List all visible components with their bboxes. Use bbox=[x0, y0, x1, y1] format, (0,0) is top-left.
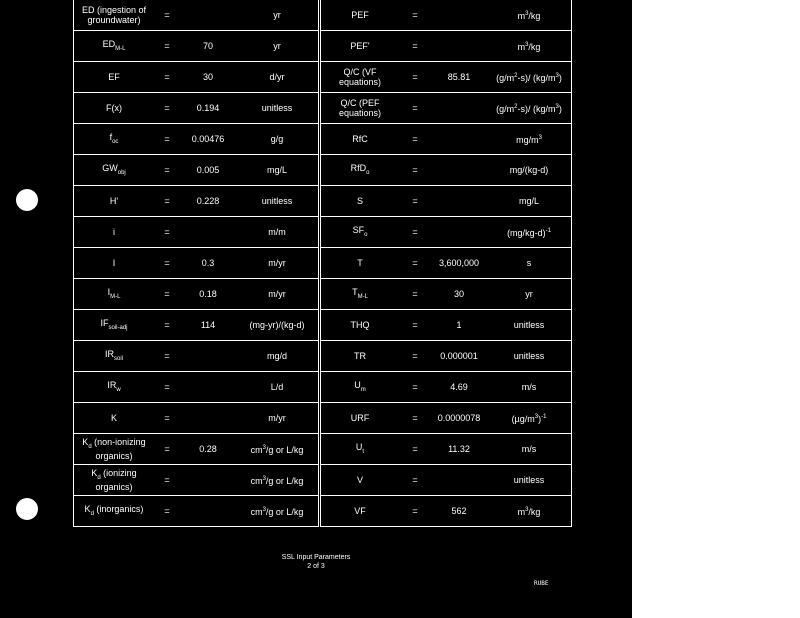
equals-sign: = bbox=[154, 186, 180, 217]
parameter-value: 0.194 bbox=[180, 93, 236, 124]
parameter-value: 0.18 bbox=[180, 279, 236, 310]
equals-sign: = bbox=[399, 0, 431, 31]
equals-sign: = bbox=[399, 62, 431, 93]
parameter-unit: $(g/m^2-s)/$ $(kg/m^3)$ bbox=[487, 93, 572, 124]
parameter-row bbox=[321, 31, 572, 62]
parameter-unit: yr bbox=[236, 31, 319, 62]
parameter-value: 0.0000078 bbox=[431, 403, 487, 434]
equals-sign: = bbox=[154, 279, 180, 310]
page-number: 2 of 3 bbox=[307, 563, 325, 570]
equals-sign: = bbox=[154, 93, 180, 124]
parameter-symbol: $K_d$ (inorganics) bbox=[74, 496, 155, 527]
page-footer bbox=[0, 553, 632, 571]
equals-sign: = bbox=[154, 310, 180, 341]
parameter-unit: (mg-yr)/(kg-d) bbox=[236, 310, 319, 341]
parameter-unit: $cm^3/g$ or L/kg bbox=[236, 496, 319, 527]
right-parameter-table bbox=[320, 0, 572, 527]
parameter-symbol: Q/C (PEF equations) bbox=[321, 93, 400, 124]
parameter-symbol: $IR_{soil}$ bbox=[74, 341, 155, 372]
equals-sign: = bbox=[399, 403, 431, 434]
parameter-row bbox=[321, 124, 572, 155]
parameter-symbol: $U_m$ bbox=[321, 372, 400, 403]
footer-title: SSL Input Parameters bbox=[281, 554, 351, 561]
parameter-symbol: $K_d$ (ionizing organics) bbox=[74, 465, 155, 496]
parameter-unit: yr bbox=[487, 279, 572, 310]
parameter-symbol: URF bbox=[321, 403, 400, 434]
parameter-unit: m/yr bbox=[236, 403, 319, 434]
equals-sign: = bbox=[399, 372, 431, 403]
parameter-row bbox=[321, 155, 572, 186]
parameter-row bbox=[74, 93, 319, 124]
equals-sign: = bbox=[154, 403, 180, 434]
parameter-row bbox=[74, 0, 319, 31]
equals-sign: = bbox=[399, 93, 431, 124]
parameter-symbol: $IF_{soil-adj}$ bbox=[74, 310, 155, 341]
parameter-row bbox=[74, 186, 319, 217]
parameter-value: 30 bbox=[180, 62, 236, 93]
parameter-row bbox=[74, 62, 319, 93]
parameter-row bbox=[321, 217, 572, 248]
parameter-value: 3,600,000 bbox=[431, 248, 487, 279]
parameter-unit: L/d bbox=[236, 372, 319, 403]
parameter-unit: $cm^3/g$ or L/kg bbox=[236, 434, 319, 465]
equals-sign: = bbox=[399, 434, 431, 465]
parameter-unit: $m^3/kg$ bbox=[487, 0, 572, 31]
parameter-symbol: $T_{M-L}$ bbox=[321, 279, 400, 310]
parameter-symbol: THQ bbox=[321, 310, 400, 341]
parameter-value bbox=[180, 341, 236, 372]
parameter-unit: unitless bbox=[236, 186, 319, 217]
parameter-row bbox=[74, 155, 319, 186]
left-parameter-table bbox=[73, 0, 319, 527]
parameter-row bbox=[321, 465, 572, 496]
parameter-unit: $m^3/kg$ bbox=[487, 31, 572, 62]
parameter-row bbox=[74, 248, 319, 279]
equals-sign: = bbox=[154, 124, 180, 155]
parameter-row bbox=[74, 465, 319, 496]
parameter-unit: mg/d bbox=[236, 341, 319, 372]
parameter-unit: m/s bbox=[487, 372, 572, 403]
parameter-row bbox=[74, 403, 319, 434]
equals-sign: = bbox=[154, 248, 180, 279]
parameter-unit: unitless bbox=[487, 341, 572, 372]
parameter-row bbox=[74, 341, 319, 372]
parameter-unit: $cm^3/g$ or L/kg bbox=[236, 465, 319, 496]
parameter-value bbox=[431, 0, 487, 31]
parameter-symbol: VF bbox=[321, 496, 400, 527]
equals-sign: = bbox=[154, 31, 180, 62]
parameter-symbol: $SF_o$ bbox=[321, 217, 400, 248]
parameter-row bbox=[321, 403, 572, 434]
equals-sign: = bbox=[154, 0, 180, 31]
parameter-value: 1 bbox=[431, 310, 487, 341]
parameter-value: 0.3 bbox=[180, 248, 236, 279]
parameter-row bbox=[321, 310, 572, 341]
parameter-symbol: I bbox=[74, 248, 155, 279]
parameter-symbol: F(x) bbox=[74, 93, 155, 124]
parameter-value bbox=[180, 403, 236, 434]
parameter-value bbox=[431, 217, 487, 248]
parameter-symbol: ED (ingestion of groundwater) bbox=[74, 0, 155, 31]
parameter-symbol: $ED_{M-L}$ bbox=[74, 31, 155, 62]
parameter-row bbox=[321, 434, 572, 465]
parameter-unit: mg/L bbox=[236, 155, 319, 186]
parameter-value bbox=[431, 186, 487, 217]
parameter-symbol: K bbox=[74, 403, 155, 434]
parameter-value bbox=[180, 496, 236, 527]
parameter-row bbox=[74, 372, 319, 403]
parameter-row bbox=[321, 372, 572, 403]
parameter-value bbox=[180, 0, 236, 31]
equals-sign: = bbox=[399, 31, 431, 62]
parameter-value: 85.81 bbox=[431, 62, 487, 93]
parameter-symbol: TR bbox=[321, 341, 400, 372]
parameter-unit: $m^3/kg$ bbox=[487, 496, 572, 527]
parameter-value bbox=[180, 372, 236, 403]
punch-hole bbox=[16, 498, 38, 520]
parameter-value: 0.228 bbox=[180, 186, 236, 217]
equals-sign: = bbox=[154, 465, 180, 496]
parameter-unit: $(mg/kg-d)^{-1}$ bbox=[487, 217, 572, 248]
parameter-unit: g/g bbox=[236, 124, 319, 155]
parameter-row bbox=[74, 217, 319, 248]
parameter-symbol: $GW_{obj}$ bbox=[74, 155, 155, 186]
parameter-unit: yr bbox=[236, 0, 319, 31]
parameter-symbol: RfD$_o$ bbox=[321, 155, 400, 186]
parameter-symbol: V bbox=[321, 465, 400, 496]
parameter-unit: $mg/m^3$ bbox=[487, 124, 572, 155]
parameter-row bbox=[74, 310, 319, 341]
parameter-symbol: $K_d$ (non-ionizing organics) bbox=[74, 434, 155, 465]
parameter-row bbox=[321, 62, 572, 93]
punch-hole bbox=[16, 189, 38, 211]
equals-sign: = bbox=[399, 186, 431, 217]
parameter-value: 0.005 bbox=[180, 155, 236, 186]
parameter-symbol: i bbox=[74, 217, 155, 248]
parameter-unit: m/s bbox=[487, 434, 572, 465]
parameter-unit: s bbox=[487, 248, 572, 279]
equals-sign: = bbox=[399, 124, 431, 155]
parameter-row bbox=[321, 279, 572, 310]
equals-sign: = bbox=[154, 434, 180, 465]
document-stamp: RUBE bbox=[534, 580, 549, 587]
parameter-symbol: PEF' bbox=[321, 31, 400, 62]
equals-sign: = bbox=[154, 217, 180, 248]
parameter-row bbox=[74, 496, 319, 527]
parameter-unit: unitless bbox=[487, 310, 572, 341]
equals-sign: = bbox=[399, 310, 431, 341]
parameter-symbol: H' bbox=[74, 186, 155, 217]
equals-sign: = bbox=[399, 217, 431, 248]
parameter-symbol: Q/C (VF equations) bbox=[321, 62, 400, 93]
equals-sign: = bbox=[399, 279, 431, 310]
parameter-symbol: PEF bbox=[321, 0, 400, 31]
parameter-row bbox=[321, 0, 572, 31]
equals-sign: = bbox=[399, 465, 431, 496]
parameter-symbol: RfC bbox=[321, 124, 400, 155]
parameter-value: 4.69 bbox=[431, 372, 487, 403]
parameter-unit: unitless bbox=[236, 93, 319, 124]
parameter-row bbox=[74, 434, 319, 465]
parameter-symbol: $IR_w$ bbox=[74, 372, 155, 403]
parameter-value: 70 bbox=[180, 31, 236, 62]
equals-sign: = bbox=[154, 496, 180, 527]
parameter-value bbox=[431, 31, 487, 62]
parameter-value: 114 bbox=[180, 310, 236, 341]
parameter-unit: $(\mu g/m^3)^{-1}$ bbox=[487, 403, 572, 434]
parameter-value bbox=[431, 124, 487, 155]
equals-sign: = bbox=[399, 248, 431, 279]
parameter-symbol: T bbox=[321, 248, 400, 279]
equals-sign: = bbox=[154, 372, 180, 403]
parameter-unit: unitless bbox=[487, 465, 572, 496]
parameter-value: 0.28 bbox=[180, 434, 236, 465]
parameter-row bbox=[321, 248, 572, 279]
parameter-row bbox=[74, 31, 319, 62]
parameter-unit: mg/(kg-d) bbox=[487, 155, 572, 186]
parameter-value: 0.00476 bbox=[180, 124, 236, 155]
parameter-value bbox=[180, 217, 236, 248]
parameter-symbol: $U_t$ bbox=[321, 434, 400, 465]
equals-sign: = bbox=[399, 155, 431, 186]
parameter-value bbox=[431, 155, 487, 186]
parameter-value bbox=[431, 465, 487, 496]
parameter-unit: $(g/m^2-s)/$ $(kg/m^3)$ bbox=[487, 62, 572, 93]
parameter-row bbox=[321, 93, 572, 124]
equals-sign: = bbox=[399, 341, 431, 372]
parameter-value bbox=[180, 465, 236, 496]
parameter-value: 562 bbox=[431, 496, 487, 527]
parameter-row bbox=[74, 279, 319, 310]
parameter-symbol: S bbox=[321, 186, 400, 217]
parameter-row bbox=[74, 124, 319, 155]
equals-sign: = bbox=[154, 155, 180, 186]
parameter-unit: mg/L bbox=[487, 186, 572, 217]
parameter-row bbox=[321, 341, 572, 372]
parameter-unit: d/yr bbox=[236, 62, 319, 93]
parameter-value bbox=[431, 93, 487, 124]
parameter-value: 30 bbox=[431, 279, 487, 310]
parameter-unit: m/yr bbox=[236, 279, 319, 310]
parameter-unit: m/yr bbox=[236, 248, 319, 279]
parameter-unit: m/m bbox=[236, 217, 319, 248]
equals-sign: = bbox=[154, 341, 180, 372]
equals-sign: = bbox=[399, 496, 431, 527]
parameter-value: 11.32 bbox=[431, 434, 487, 465]
parameter-value: 0.000001 bbox=[431, 341, 487, 372]
parameter-symbol: $I_{M-L}$ bbox=[74, 279, 155, 310]
parameter-row bbox=[321, 496, 572, 527]
equals-sign: = bbox=[154, 62, 180, 93]
parameter-row bbox=[321, 186, 572, 217]
parameter-symbol: EF bbox=[74, 62, 155, 93]
parameter-symbol: $f_{oc}$ bbox=[74, 124, 155, 155]
